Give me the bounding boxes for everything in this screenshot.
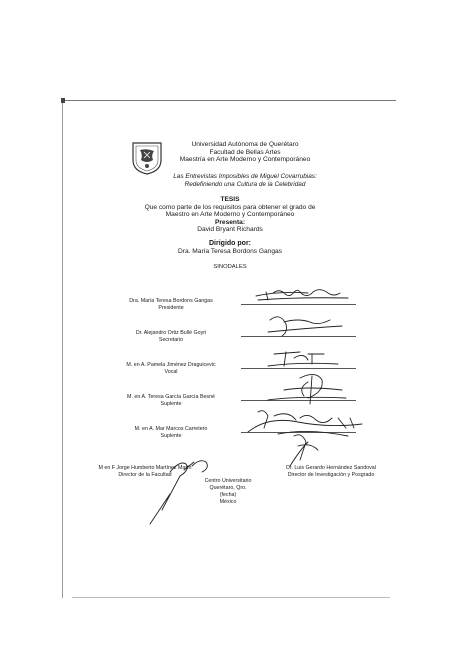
member-role: Vocal	[164, 369, 178, 375]
member-role: Presidente	[158, 305, 184, 311]
page-border-bottom	[72, 597, 390, 598]
page-border-top	[62, 100, 396, 101]
committee-member	[96, 330, 246, 344]
committee-member	[96, 362, 246, 376]
presented-label: Presenta:	[214, 218, 246, 226]
page-border-left	[62, 100, 63, 598]
director-name: Dra. María Teresa Bordons Gangas	[178, 247, 282, 255]
research-director-block	[256, 465, 406, 479]
requirement-line2: Maestro en Arte Moderno y Contemporáneo	[165, 211, 295, 218]
city-name: Querétaro, Qro.	[209, 485, 247, 491]
thesis-title-line1: Las Entrevistas Imposibles de Miguel Covarrubias:	[173, 173, 317, 180]
faculty-name: Facultad de Bellas Artes	[209, 148, 281, 156]
direction-label: Dirigido por:	[209, 240, 251, 247]
member-name: M. en A. Mar Marcos Carretero	[134, 426, 208, 432]
faculty-director-name: M en F Jorge Humberto Martínez Marín	[98, 465, 192, 471]
university-name: Universidad Autónoma de Querétaro	[191, 141, 299, 148]
faculty-director-role: Director de la Facultad	[118, 472, 172, 478]
institution-header	[155, 141, 335, 164]
member-role: Suplente	[160, 433, 182, 439]
committee-heading: SINODALES	[213, 264, 247, 270]
country-name: México	[219, 499, 237, 505]
member-name: Dr. Alejandro Ortiz Bullé Goyri	[135, 330, 207, 336]
research-director-name: Dr. Luis Gerardo Hernández Sandoval	[286, 465, 376, 471]
place-date-block	[188, 478, 268, 506]
campus-name: Centro Universitario	[204, 478, 252, 484]
thesis-block	[140, 196, 320, 234]
page-corner-mark	[61, 98, 65, 103]
committee-member	[96, 298, 246, 312]
thesis-title	[150, 173, 340, 188]
member-role: Suplente	[160, 401, 182, 407]
author-name: David Bryant Richards	[197, 226, 263, 233]
member-name: M. en A. Teresa García García Besné	[127, 394, 215, 400]
committee-member	[96, 426, 246, 440]
handwritten-signatures	[238, 282, 368, 467]
member-name: Dra. María Teresa Bordons Gangas	[129, 298, 213, 304]
faculty-director-block	[80, 465, 210, 479]
committee-member	[96, 394, 246, 408]
program-name: Maestría en Arte Moderno y Contemporáneo	[179, 156, 311, 164]
research-director-role: Director de Investigación y Posgrado	[287, 472, 375, 478]
date-field: (fecha)	[219, 492, 237, 498]
thesis-title-line2: Redefiniendo una Cultura de la Celebridad	[184, 180, 306, 188]
direction-block	[140, 240, 320, 255]
member-name: M. en A. Pamela Jiménez Draguicevic	[126, 362, 216, 368]
thesis-heading: TESIS	[220, 196, 240, 203]
requirement-line1: Que como parte de los requisitos para obtener el grado de	[144, 203, 316, 211]
member-role: Secretario	[158, 337, 184, 343]
